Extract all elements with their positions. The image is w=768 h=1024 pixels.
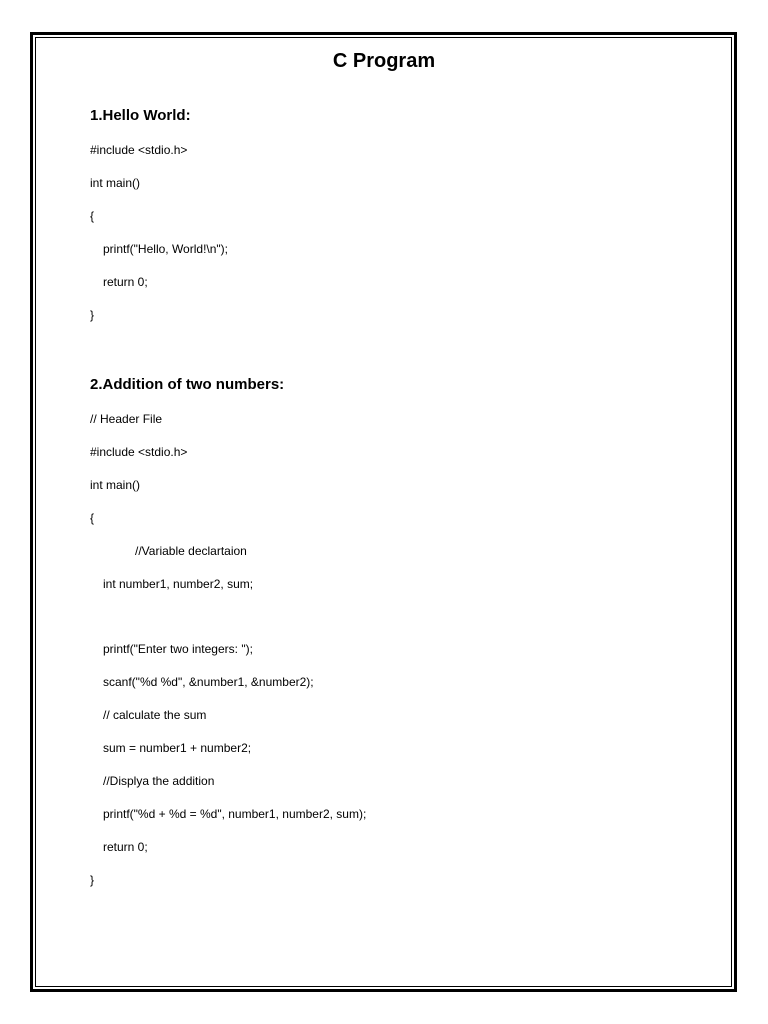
- code-line: }: [90, 873, 95, 887]
- code-line: int main(): [90, 176, 141, 190]
- code-line: }: [90, 308, 95, 322]
- code-line: {: [90, 511, 95, 525]
- page-title: C Program: [332, 50, 436, 72]
- code-line: printf("Hello, World!\n");: [103, 242, 228, 256]
- code-line: //Displya the addition: [103, 774, 215, 788]
- code-line: sum = number1 + number2;: [103, 741, 252, 755]
- code-line: int main(): [90, 478, 141, 492]
- code-line: //Variable declartaion: [135, 544, 247, 558]
- code-line: {: [90, 209, 95, 223]
- code-line: int number1, number2, sum;: [103, 577, 254, 591]
- code-line: return 0;: [103, 840, 148, 854]
- code-line: return 0;: [103, 275, 148, 289]
- code-line: // calculate the sum: [103, 708, 207, 722]
- code-line: printf("Enter two integers: ");: [103, 642, 253, 656]
- code-line: #include <stdio.h>: [90, 445, 188, 459]
- section-heading-hello-world: 1.Hello World:: [90, 107, 191, 124]
- code-line: #include <stdio.h>: [90, 143, 188, 157]
- code-line: printf("%d + %d = %d", number1, number2, sum);: [103, 807, 367, 821]
- code-line: scanf("%d %d", &number1, &number2);: [103, 675, 314, 689]
- code-line: // Header File: [90, 412, 163, 426]
- section-heading-addition: 2.Addition of two numbers:: [90, 376, 285, 393]
